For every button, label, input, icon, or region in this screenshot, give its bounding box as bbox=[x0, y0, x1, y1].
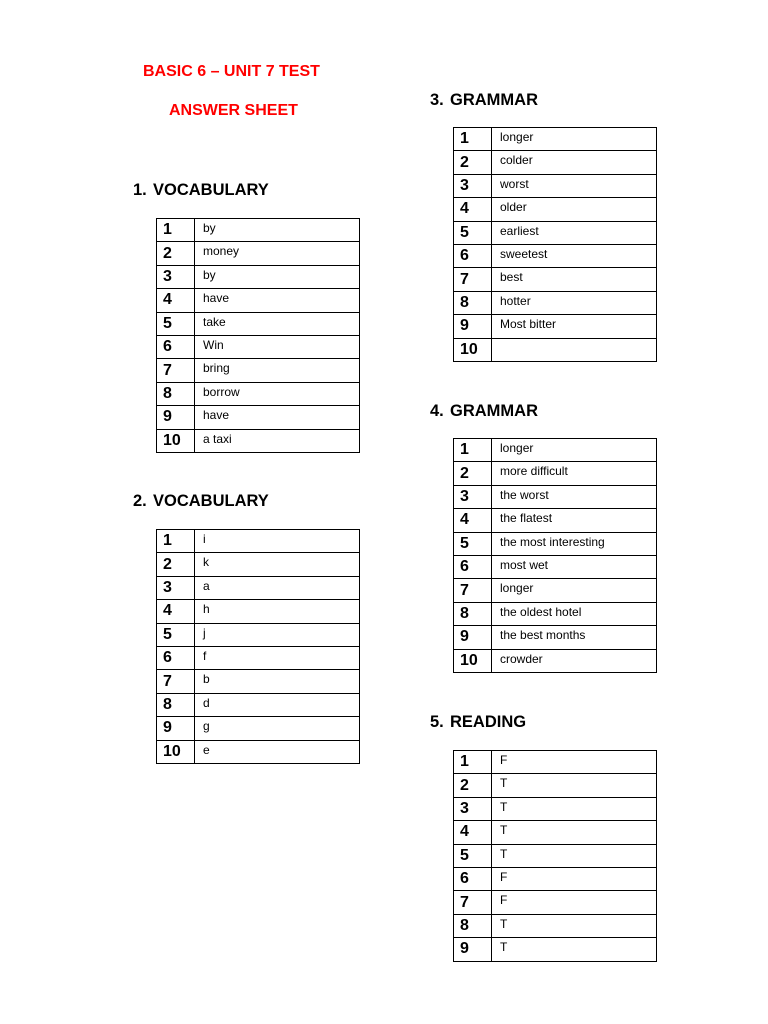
question-number: 3 bbox=[454, 797, 492, 820]
table-row bbox=[157, 312, 360, 335]
answer-cell: take bbox=[195, 312, 360, 335]
section-heading-grammar-3 bbox=[430, 91, 538, 110]
question-number: 8 bbox=[454, 914, 492, 937]
question-number: 2 bbox=[454, 462, 492, 485]
section-heading-vocabulary-1 bbox=[133, 181, 269, 200]
answer-cell bbox=[492, 338, 657, 361]
table-row bbox=[454, 938, 657, 961]
table-row bbox=[454, 867, 657, 890]
section-heading-vocabulary-2 bbox=[133, 492, 269, 511]
question-number: 10 bbox=[454, 338, 492, 361]
table-row bbox=[157, 242, 360, 265]
question-number: 1 bbox=[157, 530, 195, 553]
answer-cell: h bbox=[195, 600, 360, 623]
answer-cell: the best months bbox=[492, 626, 657, 649]
answer-cell: have bbox=[195, 289, 360, 312]
answer-cell: bring bbox=[195, 359, 360, 382]
answer-cell: the most interesting bbox=[492, 532, 657, 555]
table-row bbox=[454, 626, 657, 649]
section-heading-grammar-4 bbox=[430, 402, 538, 421]
question-number: 9 bbox=[157, 717, 195, 740]
section-number: 1. bbox=[133, 181, 147, 199]
section-heading-reading-5 bbox=[430, 713, 526, 732]
answer-cell: a taxi bbox=[195, 429, 360, 452]
table-row bbox=[454, 462, 657, 485]
answer-cell: F bbox=[492, 751, 657, 774]
question-number: 5 bbox=[157, 623, 195, 646]
table-row bbox=[454, 649, 657, 672]
answer-cell: Most bitter bbox=[492, 315, 657, 338]
table-row bbox=[454, 844, 657, 867]
question-number: 9 bbox=[157, 406, 195, 429]
answer-cell: worst bbox=[492, 174, 657, 197]
answer-cell: longer bbox=[492, 439, 657, 462]
question-number: 8 bbox=[454, 291, 492, 314]
table-row bbox=[454, 485, 657, 508]
answer-table-grammar-4 bbox=[453, 438, 657, 673]
table-row bbox=[454, 198, 657, 221]
table-row bbox=[454, 509, 657, 532]
answer-cell: earliest bbox=[492, 221, 657, 244]
question-number: 3 bbox=[157, 576, 195, 599]
answer-cell: longer bbox=[492, 579, 657, 602]
question-number: 5 bbox=[157, 312, 195, 335]
table-row bbox=[454, 579, 657, 602]
answer-table-vocabulary-1 bbox=[156, 218, 360, 453]
question-number: 8 bbox=[157, 382, 195, 405]
table-row bbox=[454, 128, 657, 151]
answer-cell: the flatest bbox=[492, 509, 657, 532]
answer-cell: older bbox=[492, 198, 657, 221]
table-row bbox=[157, 693, 360, 716]
document-subtitle: ANSWER SHEET bbox=[169, 102, 298, 119]
table-row bbox=[454, 914, 657, 937]
answer-cell: Win bbox=[195, 335, 360, 358]
table-row bbox=[454, 821, 657, 844]
document-title: BASIC 6 – UNIT 7 TEST bbox=[143, 63, 320, 80]
answer-cell: the oldest hotel bbox=[492, 602, 657, 625]
answer-cell: j bbox=[195, 623, 360, 646]
question-number: 5 bbox=[454, 844, 492, 867]
section-title: GRAMMAR bbox=[450, 402, 538, 420]
answer-cell: F bbox=[492, 867, 657, 890]
section-number: 4. bbox=[430, 402, 444, 420]
question-number: 7 bbox=[157, 359, 195, 382]
answer-cell: e bbox=[195, 740, 360, 763]
table-row bbox=[157, 289, 360, 312]
question-number: 4 bbox=[454, 198, 492, 221]
table-row bbox=[454, 221, 657, 244]
table-row bbox=[157, 717, 360, 740]
section-number: 5. bbox=[430, 713, 444, 731]
question-number: 9 bbox=[454, 938, 492, 961]
question-number: 10 bbox=[157, 740, 195, 763]
answer-cell: hotter bbox=[492, 291, 657, 314]
answer-cell: most wet bbox=[492, 555, 657, 578]
answer-cell: T bbox=[492, 821, 657, 844]
question-number: 10 bbox=[454, 649, 492, 672]
answer-cell: T bbox=[492, 797, 657, 820]
table-row bbox=[157, 646, 360, 669]
question-number: 7 bbox=[454, 891, 492, 914]
table-row bbox=[157, 576, 360, 599]
table-row bbox=[454, 291, 657, 314]
table-row bbox=[157, 359, 360, 382]
answer-cell: crowder bbox=[492, 649, 657, 672]
table-row bbox=[454, 891, 657, 914]
table-row bbox=[157, 623, 360, 646]
table-row bbox=[157, 670, 360, 693]
question-number: 4 bbox=[157, 600, 195, 623]
section-title: READING bbox=[450, 713, 527, 731]
question-number: 7 bbox=[157, 670, 195, 693]
answer-cell: sweetest bbox=[492, 244, 657, 267]
table-row bbox=[157, 265, 360, 288]
question-number: 1 bbox=[454, 128, 492, 151]
answer-cell: more difficult bbox=[492, 462, 657, 485]
answer-cell: b bbox=[195, 670, 360, 693]
table-row bbox=[157, 429, 360, 452]
table-row bbox=[454, 315, 657, 338]
question-number: 8 bbox=[157, 693, 195, 716]
table-row bbox=[454, 602, 657, 625]
question-number: 1 bbox=[454, 751, 492, 774]
answer-cell: i bbox=[195, 530, 360, 553]
question-number: 2 bbox=[454, 774, 492, 797]
answer-cell: g bbox=[195, 717, 360, 740]
question-number: 4 bbox=[454, 509, 492, 532]
answer-cell: money bbox=[195, 242, 360, 265]
answer-cell: f bbox=[195, 646, 360, 669]
question-number: 5 bbox=[454, 532, 492, 555]
table-row bbox=[157, 382, 360, 405]
question-number: 9 bbox=[454, 315, 492, 338]
table-row bbox=[454, 244, 657, 267]
table-row bbox=[454, 151, 657, 174]
section-title: VOCABULARY bbox=[153, 492, 269, 510]
answer-cell: colder bbox=[492, 151, 657, 174]
table-row bbox=[157, 600, 360, 623]
question-number: 2 bbox=[454, 151, 492, 174]
section-title: GRAMMAR bbox=[450, 91, 538, 109]
question-number: 6 bbox=[454, 867, 492, 890]
table-row bbox=[157, 740, 360, 763]
table-row bbox=[157, 335, 360, 358]
answer-table-grammar-3 bbox=[453, 127, 657, 362]
question-number: 3 bbox=[157, 265, 195, 288]
answer-cell: best bbox=[492, 268, 657, 291]
table-row bbox=[157, 406, 360, 429]
question-number: 1 bbox=[157, 219, 195, 242]
question-number: 9 bbox=[454, 626, 492, 649]
question-number: 4 bbox=[157, 289, 195, 312]
answer-cell: longer bbox=[492, 128, 657, 151]
table-row bbox=[454, 532, 657, 555]
answer-cell: borrow bbox=[195, 382, 360, 405]
question-number: 1 bbox=[454, 439, 492, 462]
answer-cell: by bbox=[195, 219, 360, 242]
table-row bbox=[454, 774, 657, 797]
answer-cell: T bbox=[492, 844, 657, 867]
question-number: 2 bbox=[157, 242, 195, 265]
answer-cell: T bbox=[492, 774, 657, 797]
section-number: 2. bbox=[133, 492, 147, 510]
table-row bbox=[454, 174, 657, 197]
answer-table-vocabulary-2 bbox=[156, 529, 360, 764]
question-number: 6 bbox=[157, 335, 195, 358]
answer-cell: F bbox=[492, 891, 657, 914]
table-row bbox=[454, 751, 657, 774]
question-number: 3 bbox=[454, 174, 492, 197]
answer-cell: T bbox=[492, 938, 657, 961]
answer-cell: the worst bbox=[492, 485, 657, 508]
question-number: 6 bbox=[157, 646, 195, 669]
question-number: 6 bbox=[454, 244, 492, 267]
question-number: 3 bbox=[454, 485, 492, 508]
table-row bbox=[454, 555, 657, 578]
table-row bbox=[454, 338, 657, 361]
question-number: 2 bbox=[157, 553, 195, 576]
question-number: 5 bbox=[454, 221, 492, 244]
question-number: 8 bbox=[454, 602, 492, 625]
question-number: 7 bbox=[454, 268, 492, 291]
table-row bbox=[157, 553, 360, 576]
answer-cell: have bbox=[195, 406, 360, 429]
table-row bbox=[454, 797, 657, 820]
section-number: 3. bbox=[430, 91, 444, 109]
question-number: 10 bbox=[157, 429, 195, 452]
section-title: VOCABULARY bbox=[153, 181, 269, 199]
answer-cell: T bbox=[492, 914, 657, 937]
answer-cell: k bbox=[195, 553, 360, 576]
answer-cell: by bbox=[195, 265, 360, 288]
table-row bbox=[454, 268, 657, 291]
table-row bbox=[454, 439, 657, 462]
table-row bbox=[157, 530, 360, 553]
question-number: 7 bbox=[454, 579, 492, 602]
table-row bbox=[157, 219, 360, 242]
answer-cell: d bbox=[195, 693, 360, 716]
question-number: 6 bbox=[454, 555, 492, 578]
answer-cell: a bbox=[195, 576, 360, 599]
question-number: 4 bbox=[454, 821, 492, 844]
answer-table-reading-5 bbox=[453, 750, 657, 962]
